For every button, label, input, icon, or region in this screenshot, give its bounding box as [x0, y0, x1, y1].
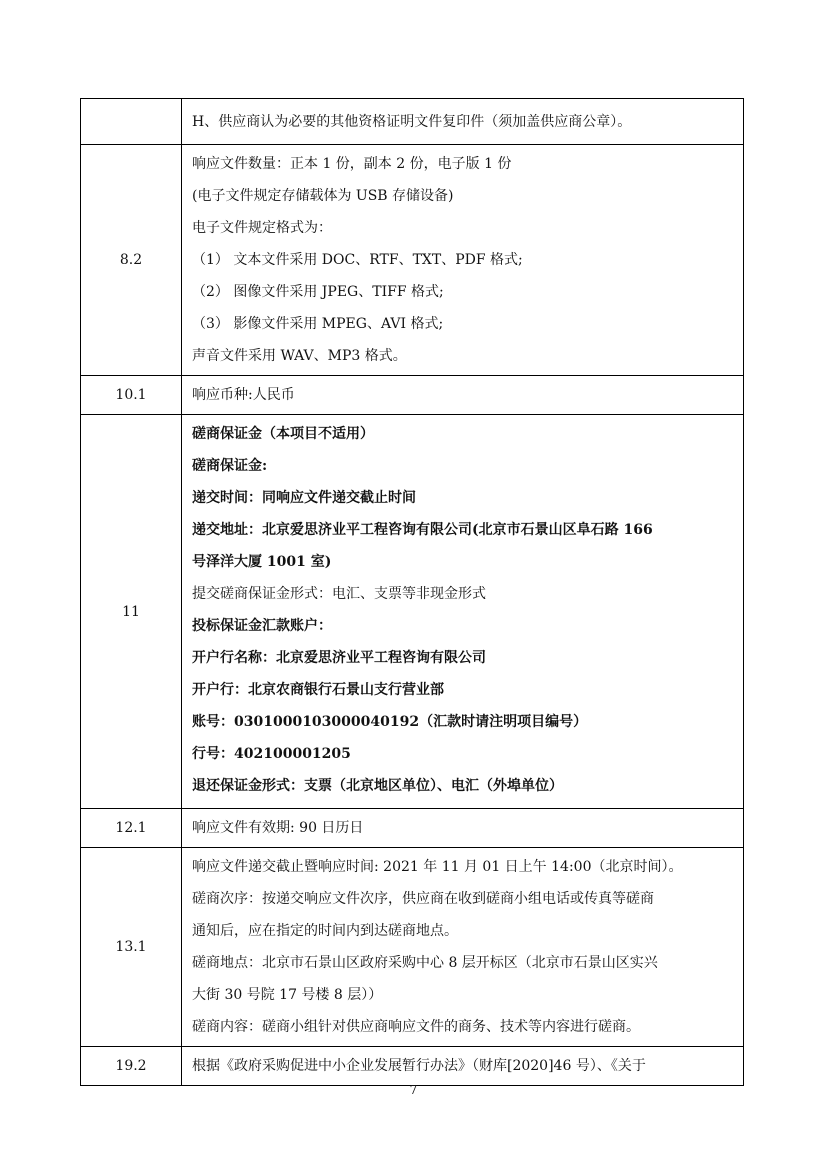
table-row	[81, 415, 744, 809]
content-line: （3） 影像文件采用 MPEG、AVI 格式;	[192, 316, 444, 332]
content-line: 声音文件采用 WAV、MP3 格式。	[192, 348, 407, 364]
content-line: （2） 图像文件采用 JPEG、TIFF 格式;	[192, 284, 444, 300]
clause-number: 11	[81, 415, 182, 809]
content-line: 通知后，应在指定的时间内到达磋商地点。	[192, 923, 458, 939]
clause-number: 13.1	[81, 848, 182, 1047]
content-line: 递交地址：北京爱思济业平工程咨询有限公司(北京市石景山区阜石路 166	[192, 522, 653, 538]
clause-content	[182, 376, 744, 415]
content-line: 大街 30 号院 17 号楼 8 层））	[192, 987, 383, 1003]
content-line: 响应文件数量：正本 1 份，副本 2 份，电子版 1 份	[192, 156, 512, 172]
content-line: 递交时间：同响应文件递交截止时间	[192, 490, 416, 506]
content-line: 开户行：北京农商银行石景山支行营业部	[192, 682, 444, 698]
clause-content	[182, 809, 744, 848]
content-line: 磋商次序：按递交响应文件次序，供应商在收到磋商小组电话或传真等磋商	[192, 891, 654, 907]
content-line: 账号：0301000103000040192（汇款时请注明项目编号）	[192, 714, 588, 730]
content-line: （1） 文本文件采用 DOC、RTF、TXT、PDF 格式;	[192, 252, 523, 268]
clause-content	[182, 848, 744, 1047]
content-line: 磋商内容：磋商小组针对供应商响应文件的商务、技术等内容进行磋商。	[192, 1019, 640, 1035]
content-line: 开户行名称：北京爱思济业平工程咨询有限公司	[192, 650, 486, 666]
content-line: 响应文件有效期: 90 日历日	[192, 820, 364, 836]
table-row	[81, 848, 744, 1047]
table-row	[81, 376, 744, 415]
content-line: H、供应商认为必要的其他资格证明文件复印件（须加盖供应商公章）。	[192, 113, 632, 130]
clause-content	[182, 415, 744, 809]
clause-content	[182, 99, 744, 145]
clause-number: 8.2	[81, 145, 182, 376]
content-line: (电子文件规定存储载体为 USB 存储设备)	[192, 188, 454, 204]
content-line: 磋商地点：北京市石景山区政府采购中心 8 层开标区（北京市石景山区实兴	[192, 955, 658, 971]
clause-number: 19.2	[81, 1047, 182, 1086]
table-row	[81, 145, 744, 376]
content-line: 号泽洋大厦 1001 室)	[192, 554, 332, 570]
clause-content	[182, 145, 744, 376]
content-line: 磋商保证金（本项目不适用）	[192, 426, 374, 442]
page-number: 7	[409, 1083, 418, 1097]
requirements-table	[80, 98, 744, 1086]
content-line: 退还保证金形式：支票（北京地区单位）、电汇（外埠单位）	[192, 778, 563, 794]
content-line: 响应币种:人民币	[192, 387, 295, 403]
clause-number: 12.1	[81, 809, 182, 848]
table-row	[81, 1047, 744, 1086]
content-line: 磋商保证金:	[192, 458, 268, 474]
content-line: 投标保证金汇款账户：	[192, 618, 332, 634]
clause-content	[182, 1047, 744, 1086]
clause-number	[81, 99, 182, 145]
table-row	[81, 809, 744, 848]
content-line: 行号：402100001205	[192, 746, 351, 762]
clause-number: 10.1	[81, 376, 182, 415]
content-line: 响应文件递交截止暨响应时间: 2021 年 11 月 01 日上午 14:00（北京时间）。	[192, 859, 683, 875]
content-line: 电子文件规定格式为：	[192, 220, 332, 236]
content-line: 根据《政府采购促进中小企业发展暂行办法》（财库[2020]46 号）、《关于	[192, 1058, 646, 1074]
content-line: 提交磋商保证金形式：电汇、支票等非现金形式	[192, 586, 486, 602]
table-row	[81, 99, 744, 145]
